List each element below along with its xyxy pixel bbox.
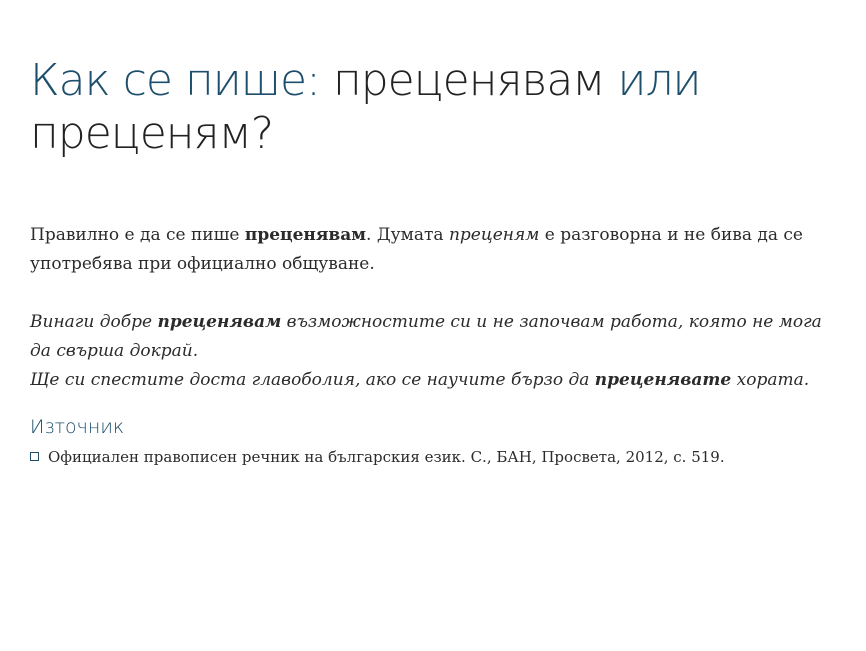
page-title	[30, 54, 840, 160]
source-list	[30, 445, 840, 469]
example-2-highlight: преценявате	[594, 370, 732, 390]
example-sentence-1	[30, 308, 840, 366]
examples-block	[30, 308, 840, 395]
source-item	[30, 445, 840, 469]
source-heading: Източник	[30, 416, 125, 438]
rule-text-1: Правилно е да се пише	[30, 225, 245, 245]
example-2-text-1: Ще си спестите доста главоболия, ако се научите бързо да	[30, 370, 595, 390]
rule-text-3: е разговорна и не бива да се употребява при официално общуване.	[30, 225, 803, 274]
rule-colloquial-word: преценям	[448, 225, 540, 245]
article-body	[30, 221, 840, 395]
example-1-highlight: преценявам	[157, 312, 282, 332]
title-word-correct: преценявам	[332, 55, 605, 106]
example-sentence-2	[30, 366, 840, 395]
article-page	[30, 54, 840, 469]
title-word-colloquial: преценям?	[30, 108, 274, 159]
rule-text-2: . Думата	[366, 225, 449, 245]
rule-paragraph	[30, 221, 840, 279]
example-2-text-2: хората.	[731, 370, 810, 390]
example-1-text-1: Винаги добре	[30, 312, 158, 332]
square-bullet-icon	[30, 452, 39, 461]
source-item-text: Официален правописен речник на българския език. С., БАН, Просвета, 2012, с. 519.	[48, 448, 725, 466]
example-1-text-2: възможностите си и не започвам работа, която не мога да свърша докрай.	[30, 312, 822, 361]
title-connector: или	[604, 55, 701, 106]
title-prefix: Как се пише:	[30, 55, 333, 106]
rule-correct-word: преценявам	[244, 225, 367, 245]
